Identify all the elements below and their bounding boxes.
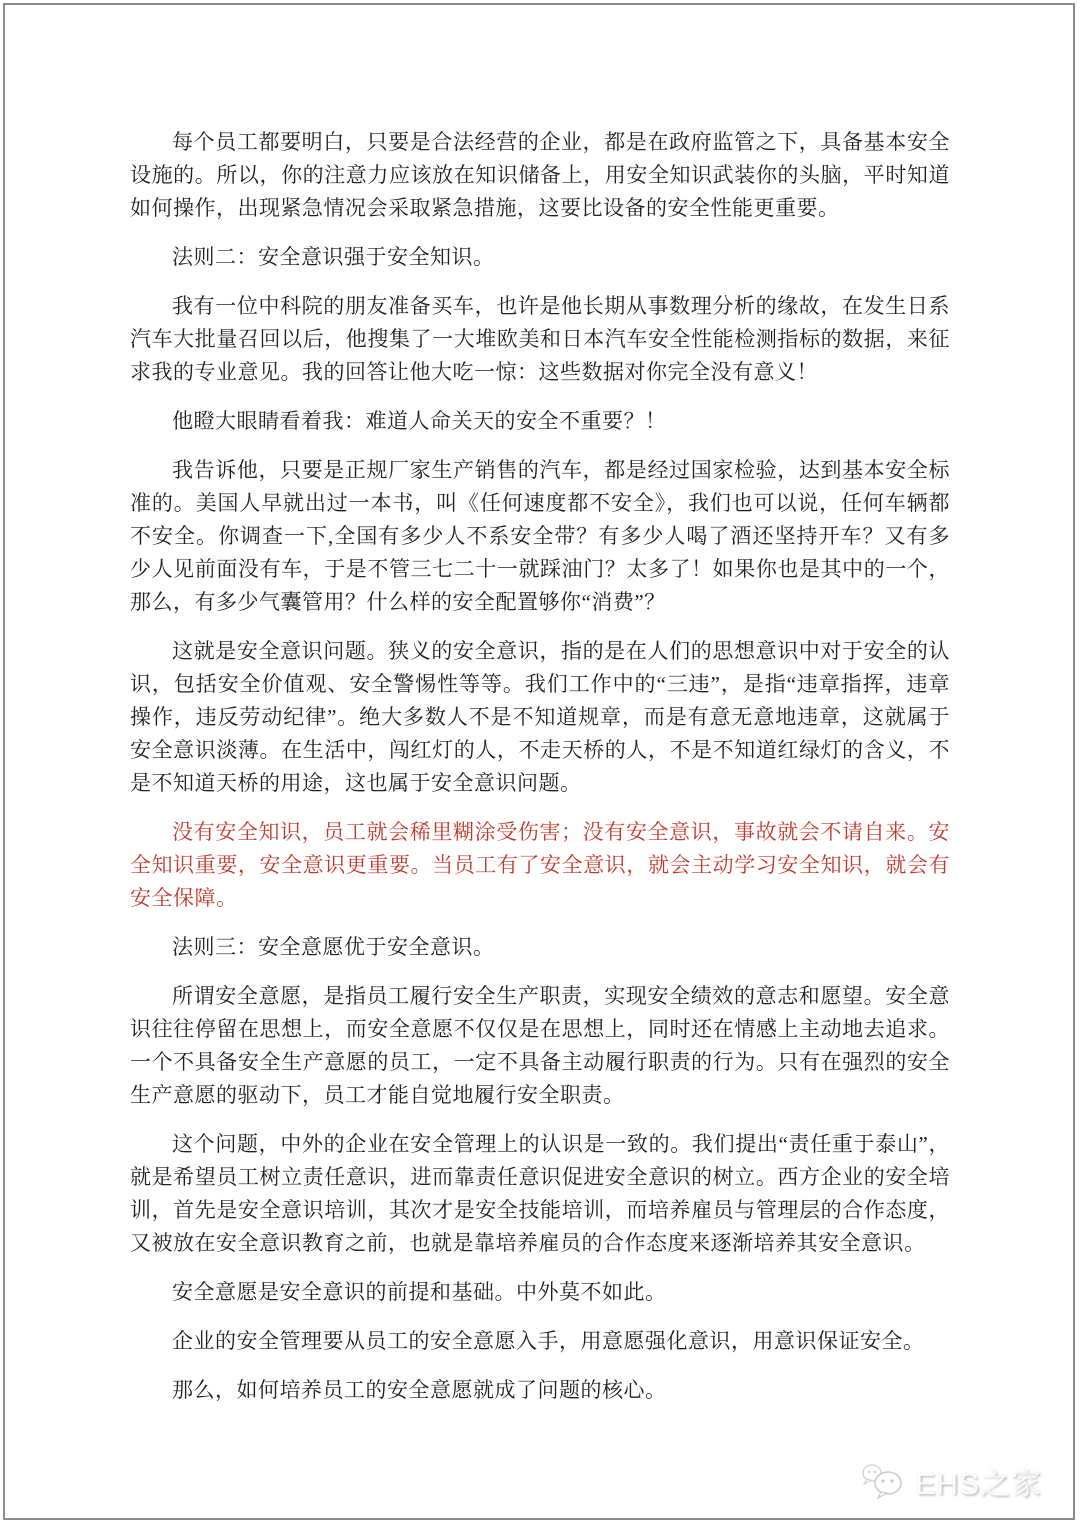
paragraph: 我有一位中科院的朋友准备买车，也许是他长期从事数理分析的缘故，在发生日系汽车大批量召回以后，他搜集了一大堆欧美和日本汽车安全性能检测指标的数据，来征求我的专业意见。我的回答让他大吃一惊：这些数据对你完全没有意义！	[130, 294, 950, 384]
paragraph: 那么，如何培养员工的安全意愿就成了问题的核心。	[172, 1378, 667, 1402]
paragraph: 法则二：安全意识强于安全知识。	[172, 245, 495, 269]
paragraph: 这个问题，中外的企业在安全管理上的认识是一致的。我们提出“责任重于泰山”，就是希望员工树立责任意识，进而靠责任意识促进安全意识的树立。西方企业的安全培训，首先是安全意识培训，其次才是安全技能培训，而培养雇员与管理层的合作态度，又被放在安全意识教育之前，也就是靠培养雇员的合作态度来逐渐培养其安全意识。	[130, 1132, 950, 1255]
paragraph: 所谓安全意愿，是指员工履行安全生产职责，实现安全绩效的意志和愿望。安全意识往往停留在思想上，而安全意愿不仅仅是在思想上，同时还在情感上主动地去追求。一个不具备安全生产意愿的员工，一定不具备主动履行职责的行为。只有在强烈的安全生产意愿的驱动下，员工才能自觉地履行安全职责。	[130, 984, 950, 1107]
paragraph: 安全意愿是安全意识的前提和基础。中外莫不如此。	[172, 1280, 667, 1304]
watermark	[861, 1459, 1042, 1503]
article-body	[130, 126, 950, 1423]
wechat-icon	[861, 1461, 907, 1501]
paragraph: 这就是安全意识问题。狭义的安全意识，指的是在人们的思想意识中对于安全的认识，包括安全价值观、安全警惕性等等。我们工作中的“三违”，是指“违章指挥，违章操作，违反劳动纪律”。绝大多数人不是不知道规章，而是有意无意地违章，这就属于安全意识淡薄。在生活中，闯红灯的人，不走天桥的人，不是不知道红绿灯的含义，不是不知道天桥的用途，这也属于安全意识问题。	[130, 639, 950, 795]
paragraph: 每个员工都要明白，只要是合法经营的企业，都是在政府监管之下，具备基本安全设施的。所以，你的注意力应该放在知识储备上，用安全知识武装你的头脑，平时知道如何操作，出现紧急情况会采取紧急措施，这要比设备的安全性能更重要。	[130, 130, 950, 220]
paragraph: 我告诉他，只要是正规厂家生产销售的汽车，都是经过国家检验，达到基本安全标准的。美国人早就出过一本书，叫《任何速度都不安全》，我们也可以说，任何车辆都不安全。你调查一下,全国有多少人不系安全带？有多少人喝了酒还坚持开车？又有多少人见前面没有车，于是不管三七二十一就踩油门？太多了！如果你也是其中的一个，那么，有多少气囊管用？什么样的安全配置够你“消费”？	[130, 458, 950, 614]
paragraph: 法则三：安全意愿优于安全意识。	[172, 935, 495, 959]
watermark-label: EHS之家	[915, 1468, 1042, 1501]
paragraph: 没有安全知识，员工就会稀里糊涂受伤害；没有安全意识，事故就会不请自来。安全知识重要，安全意识更重要。当员工有了安全意识，就会主动学习安全知识，就会有安全保障。	[130, 820, 950, 910]
paragraph: 他瞪大眼睛看着我：难道人命关天的安全不重要？！	[172, 409, 667, 433]
paragraph: 企业的安全管理要从员工的安全意愿入手，用意愿强化意识，用意识保证安全。	[172, 1329, 925, 1353]
